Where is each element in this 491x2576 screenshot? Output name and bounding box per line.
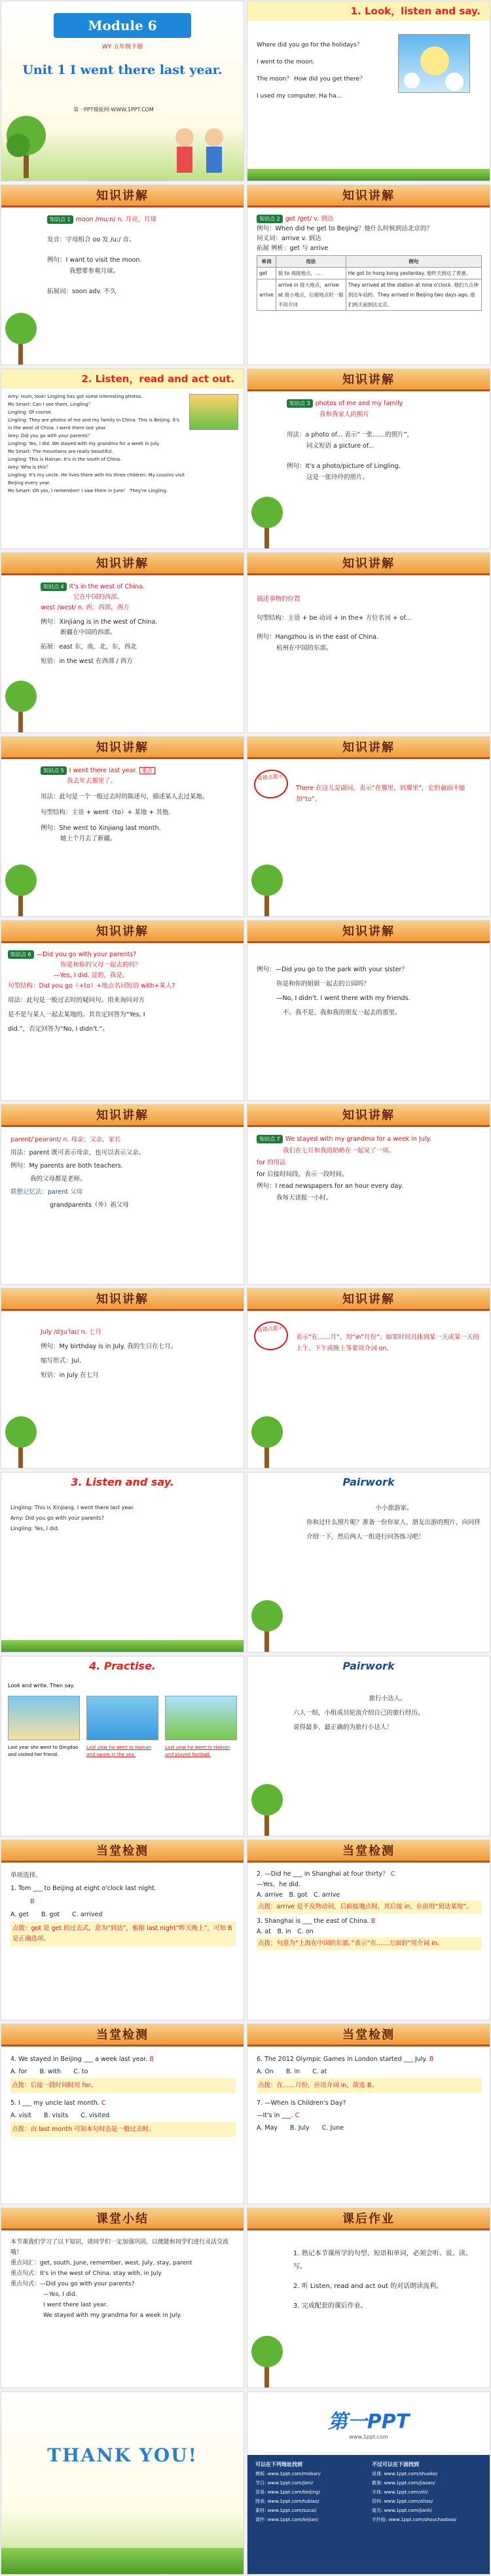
link-item[interactable]: 字体: www.1ppt.com/ziti/ xyxy=(372,2490,428,2495)
tree-icon xyxy=(247,857,287,916)
slide-kp6 xyxy=(1,920,244,1101)
grass-strip xyxy=(1,1640,244,1652)
slide-banner: 知识讲解 xyxy=(247,1289,490,1311)
slide-pairwork-1 xyxy=(247,1472,490,1653)
slide-kp5 xyxy=(1,736,244,917)
tip-content: 表示“在……月”，用“in”月份”；如果时间具体到某一天或某一天的上午、下午或晚上等要用介词 on。 xyxy=(296,1334,479,1352)
test-content: 单项选择。 1. Tom ___ to Beijing at eight o'clock last night. B A. get B. got C. arrived 点拨：got 是 get 的过去式，意为“到达”，根据 last night“昨天晚上”，可知 B 是正确选项。 xyxy=(10,1869,236,1946)
slide-banner: 知识讲解 xyxy=(1,1289,244,1311)
slide-banner: 知识讲解 xyxy=(1,553,244,575)
slide-banner: 当堂检测 xyxy=(1,2024,244,2047)
link-item[interactable]: 节日: www.1ppt.com/jieri/ xyxy=(255,2480,314,2486)
photo-picture xyxy=(189,394,238,430)
football-picture xyxy=(165,1696,237,1740)
test-content: 2. —Did he ___ in Shanghai at four thirty？ C —Yes，he did. A. arrive B. got C. arrive 点拨：arrive 是不及物动词，后面接地点时，其后接 in，在前用“到达某地”。 3. Shanghai is ___ the east of China. B A. at B. in C. on 点拨：句意为“上海在中国的东部。”表示“在……方面的”用介词 in。 xyxy=(257,1869,482,1950)
slide-banner: 知识讲解 xyxy=(1,737,244,759)
kp-badge: 知识点 2 xyxy=(257,215,283,223)
answer: B xyxy=(149,2056,154,2063)
slide-heading: 3. Listen and say. xyxy=(1,1473,244,1492)
tree-icon xyxy=(1,673,41,732)
caption-1: Last year she went to Qingdao and visited her friend. xyxy=(8,1745,79,1757)
module-title: Module 6 xyxy=(88,18,157,33)
slide-banner: 知识讲解 xyxy=(247,921,490,943)
link-item[interactable]: 图表: www.1ppt.com/tubiao/ xyxy=(255,2499,319,2504)
comparison-table: 单词 用法 例句 get 接 to 再接地点，… He got to hong kong yesterday. 他昨天到达了香港。 arrive arrive in 接大地点，arrive at 接小地点，后接地点时一般不用介词 They arrived at the station at nine o'clock. 他们九点钟到达车站的。They arrived in Beijing two days ago. 他们两天前到达北京。 xyxy=(257,255,482,311)
slide-banner: 知识讲解 xyxy=(247,1105,490,1127)
slide-july xyxy=(1,1288,244,1469)
slide-banner: 知识讲解 xyxy=(1,185,244,207)
kp4-content: 知识点 4 It's in the west of China. 它在中国的西部。 west /west/ n. 西；西部，西方 例句：Xinjiang is in the west of China. 新疆在中国的西部。 拓展：east 东，南，北，东，西北 短语：in the west 在西部 / 西方 xyxy=(41,583,158,665)
tree-icon xyxy=(4,106,50,178)
link-item[interactable]: 教案: www.1ppt.com/jiaoan/ xyxy=(372,2480,435,2486)
kp6-content: 知识点 6 —Did you go with your parents? 你是和你的父母一起去的吗？ —Yes, I did. 是的，我是。 句型结构：Did you go（+to）+地点名词短语 with+某人? 用法：此句是一般过去时的疑问句。用来询问对方 是不是与某人一起去某地的。其肯定回答为“Yes, I did.”，否定回答为“No, I didn't.”。 xyxy=(8,951,175,1033)
tip-box: 点拨：在……月份，应用介词 in，故选 B。 xyxy=(257,2078,482,2093)
kp5-content: 知识点 5 I went there last year. 重点 我去年去那里了。 用法：此句是一个一般过去时的陈述句，描述某人去过某地。 句型结构：主语 + went（to）+ 某地 + 其他. 例句：She went to Xinjiang last month. 她上个月去了新疆。 xyxy=(41,767,209,842)
answer: C xyxy=(390,1870,395,1878)
slide-banner: 课后作业 xyxy=(247,2208,490,2230)
slide-pairwork-2 xyxy=(247,1656,490,1836)
tip-box: 点拨：arrive 是不及物动词，后面接地点时，其后接 in，在前用“到达某地”。 xyxy=(257,1901,482,1914)
slide-kp3 xyxy=(247,368,490,549)
dialogue: Lingling: This is Xinjiang. I went there last year. Amy: Did you go with your parents? Lingling: Yes, I did. xyxy=(10,1505,135,1531)
slide-kp2 xyxy=(247,185,490,365)
slide-summary xyxy=(1,2208,244,2388)
link-panel: 可以在下列地址找到 模板: www.1ppt.com/moban/ 节日: www.1ppt.com/jieri/ 背景: www.1ppt.com/beijing/ 图表: www.1ppt.com/tubiao/ 素材: www.1ppt.com/sucai/ 课件: www.1ppt.com/kejian/ 不过可以在下面找到 说课: www.1ppt.com/shuoke/ 教案: www.1ppt.com/jiaoan/ 字体: www.1ppt.com/ziti/ 资料: www.1ppt.com/ziliao/ 简历: www.1ppt.com/jianli/ 手抄报: www.1ppt.com/shouchaobao/ xyxy=(247,2455,490,2575)
slide-heading: Pairwork xyxy=(247,1473,490,1492)
slide-heading: 2. Listen，read and act out. xyxy=(1,369,244,389)
slide-banner: 当堂检测 xyxy=(247,1840,490,1863)
link-item[interactable]: 模板: www.1ppt.com/moban/ xyxy=(255,2471,321,2477)
slide-banner: 知识讲解 xyxy=(1,921,244,943)
slide-homework xyxy=(247,2208,490,2388)
kp1-content: 知识点 1 moon /muːn/ n. 月亮，月球 发音：字母组合 oo 发 /uː/ 音。 例句：I want to visit the moon. 我想要参观月球。 拓展词：soon adv. 不久 xyxy=(47,216,157,295)
table-row: arrive arrive in 接大地点，arrive at 接小地点，后接地点时一般不用介词 They arrived at the station at nine o'clock. 他们九点钟到达车站的。They arrived in Beijing two days ago. 他们两天前到达北京。 xyxy=(257,279,482,311)
pairwork-content: 小小旅游家。 你和过什么照片呢？准备一份你家人、朋友出游的照片，向同伴介绍一下，然后两人一组进行问答练习吧！ xyxy=(306,1505,481,1541)
position-content: 描述事物的位置 句型结构：主语 + be 动词 + in the+ 方位名词 + of... 例句：Hangzhou is in the east of China. 杭州在中国的东部。 xyxy=(257,596,412,652)
link-item[interactable]: 资料: www.1ppt.com/ziliao/ xyxy=(372,2499,433,2504)
slide-banner: 课堂小结 xyxy=(1,2208,244,2230)
caption-2: Last year he went to Hainan and swam in the sea. xyxy=(86,1745,151,1757)
slide-look-listen xyxy=(247,1,490,181)
module-badge xyxy=(54,13,191,38)
link-item[interactable]: 素材: www.1ppt.com/sucai/ xyxy=(255,2508,317,2513)
answer: B xyxy=(429,2056,434,2063)
tree-icon xyxy=(1,857,41,916)
link-item[interactable]: 背景: www.1ppt.com/beijing/ xyxy=(255,2490,320,2495)
grass-strip xyxy=(1,2548,244,2574)
grade-label: WY 五年级下册 xyxy=(101,44,143,50)
slide-kp4 xyxy=(1,552,244,733)
tree-icon xyxy=(247,1593,287,1652)
link-item[interactable]: 课件: www.1ppt.com/kejian/ xyxy=(255,2517,319,2522)
slide-test-2 xyxy=(247,1840,490,2020)
kp-badge: 知识点 7 xyxy=(257,1135,283,1143)
slide-banner: 知识讲解 xyxy=(1,1105,244,1127)
test-content: 4. We stayed in Beijing ___ a week last year. B A. for B. with C. to 点拨：后接一段时间时用 for。 5. I ___ my uncle last month. C A. visit B. visits C. visited 点拨：由 last month 可知本句时态是一般过去时。 xyxy=(10,2053,236,2137)
slide-heading: 1. Look，listen and say. xyxy=(247,1,490,21)
slide-banner: 知识讲解 xyxy=(247,369,490,391)
moon-picture xyxy=(398,34,470,93)
sea-picture xyxy=(86,1696,158,1740)
kp-badge: 知识点 6 xyxy=(8,950,34,959)
slide-heading: 4. Practise. xyxy=(1,1656,244,1676)
slide-kp7 xyxy=(247,1104,490,1285)
dialogue: Amy: Hum, look! Lingling has got some interesting photos. Ms Smart: Can I see them, Lingling？ Lingling: Of course. Lingling: They are photos of me and my family in China. This is Beijing. It's in the west of China. I went there last year. Amy: Did you go with your parents？ Lingling: Yes, I did. We stayed with my grandma for a week in July. Ms Smart: The mountains are really beautiful. Lingling: This is Hainan. It's in the south of China. Amy: Who is this？ Lingling: It's my uncle. He lives there with his three children. My cousins visit Beijing every year. Ms Smart: Oh yes, I remember! I saw them in June！ They're Lingling. xyxy=(8,394,185,493)
slide-test-3 xyxy=(1,2024,244,2204)
slide-tip-in xyxy=(247,1288,490,1469)
tip-badge: 易错点提示 xyxy=(253,1319,289,1351)
slide-credits xyxy=(247,2391,490,2575)
tip-box: 点拨：句意为“上海在中国的东部。”表示“在……方面的”用介词 in。 xyxy=(257,1937,482,1950)
unit-title: Unit 1 I went there last year. xyxy=(22,63,223,77)
slide-practise xyxy=(1,1656,244,1836)
children-icon xyxy=(165,118,237,177)
tree-icon xyxy=(247,490,287,548)
parent-content: parent/ˈpeərənt/ n. 母亲；父亲，家长 用法：parent 既可表示母亲，也可以表示父亲。 例句：My parents are both teachers. 我的父母都是老师。 联想记忆法：parent 父母 grandparents（外）祖父母 xyxy=(10,1136,145,1209)
tree-icon xyxy=(1,1409,41,1468)
kp-badge: 知识点 1 xyxy=(47,215,73,224)
slide-banner: 知识讲解 xyxy=(247,553,490,575)
tip-box: 点拨：got 是 get 的过去式，意为“到达”，根据 last night“昨天晚上”，可知 B 是正确选项。 xyxy=(10,1922,236,1946)
link-item[interactable]: 简历: www.1ppt.com/jianli/ xyxy=(372,2508,432,2513)
july-content: July /dʒuˈlaɪ/ n. 七月 例句：My birthday is in July. 我的生日在七月。 缩写形式：Jul. 短语：in July 在七月 xyxy=(41,1329,177,1379)
site-credit: 第一PPT模板网-WWW.1PPT.COM xyxy=(73,107,154,113)
answer: B xyxy=(371,1918,376,1925)
caption-3: Last year he went to Hainan and played football. xyxy=(165,1745,230,1757)
slide-thank-you xyxy=(1,2391,244,2575)
slide-kp6-example xyxy=(247,920,490,1101)
kp2-content: 知识点 2 get /get/ v. 到达 例句：When did he get to Beijing？他什么时候到达北京的？ 同义词：arrive v. 到达 拓展 辨析：get 与 arrive 单词 用法 例句 get 接 to 再接地点，… He got to hong kong yesterday. 他昨天到达了香港。 arrive arrive in 接大地点，arrive at 接小地点，后接地点时一般不用介词 They arrived at the station at nine o'clock. 他们九点钟到达车站的。They arrived in Beijing two days ago. 他们两天前到达北京。 xyxy=(257,214,482,311)
slide-banner: 当堂检测 xyxy=(1,1840,244,1863)
qingdao-picture xyxy=(8,1696,80,1740)
kp-badge: 知识点 4 xyxy=(41,582,67,591)
tree-icon xyxy=(247,1777,287,1836)
test-content: 6. The 2012 Olympic Games in London started ___ July. B A. On B. in C. at 点拨：在……月份，应用介词 in，故选 B。 7. —When is Children's Day? —It's in ___. C A. May B. July C. June xyxy=(257,2053,482,2134)
tree-icon xyxy=(1,306,41,365)
tip-box: 点拨：后接一段时间时用 for。 xyxy=(10,2078,236,2093)
pairwork-content: 旅行小达人。 六人一组，小组成员轮流介绍自己的旅行经历。 说得最多、最正确的为旅行小达人！ xyxy=(293,1695,424,1731)
example-content: 例句：—Did you go to the park with your sister？ 你是和你的姐姐一起去的公园吗？ —No, I didn't. I went there with my friends. 不。我不是，我和我的朋友一起去的那里。 xyxy=(257,966,410,1016)
kp3-content: 知识点 3 photos of me and my family 我和我家人的照片 用法：a photo of... 表示“一张……的照片”， 同义短语 a picture of... 例句：It's a photo/picture of Lingling. 这是一张玲玲的照片。 xyxy=(287,400,414,481)
key-tag: 重点 xyxy=(139,767,155,774)
dialogue: Where did you go for the holidays？ I went to the moon. The moon？ How did you get there？ I used my computer. Ha ha... xyxy=(257,42,366,99)
link-item[interactable]: 手抄报: www.1ppt.com/shouchaobao/ xyxy=(372,2517,456,2522)
slide-cover xyxy=(1,1,244,181)
logo: 第一PPT www.1ppt.com xyxy=(327,2410,410,2440)
slide-position xyxy=(247,552,490,733)
kp-badge: 知识点 3 xyxy=(287,399,313,408)
link-item[interactable]: 说课: www.1ppt.com/shuoke/ xyxy=(372,2471,438,2477)
slide-parent xyxy=(1,1104,244,1285)
answer: B xyxy=(30,1898,35,1905)
slide-test-1 xyxy=(1,1840,244,2020)
tree-icon xyxy=(247,2329,287,2388)
grass-strip xyxy=(247,169,490,181)
slide-tip-there xyxy=(247,736,490,917)
slide-kp1 xyxy=(1,185,244,365)
thank-you-text: THANK YOU! xyxy=(47,2444,198,2466)
tip-badge: 易错点提示 xyxy=(253,768,289,800)
slide-listen-read xyxy=(1,368,244,549)
slide-banner: 知识讲解 xyxy=(247,737,490,759)
slide-heading: Pairwork xyxy=(247,1656,490,1676)
practise-intro: Look and write. Then say. xyxy=(8,1683,75,1689)
kp7-content: 知识点 7 We stayed with my grandma for a week in July. 我们在七月和我的奶奶在一起呆了一周。 for 的用法 for 后接时间段，表示一段时间。 例句：I read newspapers for an hour every day. 我每天读报一小时。 xyxy=(257,1136,431,1202)
slide-listen-say xyxy=(1,1472,244,1653)
homework-content: 1. 熟记本节课所学的句型、短语和单词，必须会听、说、读、写。 2. 听 Listen, read and act out 的对话朗读流利。 3. 完成配套的课后作业。 xyxy=(293,2250,472,2310)
slide-banner: 当堂检测 xyxy=(247,2024,490,2047)
tree-icon xyxy=(247,1409,287,1468)
kp-badge: 知识点 5 xyxy=(41,766,67,775)
slide-test-4 xyxy=(247,2024,490,2204)
summary-content: 本节课我们学习了以下知识，请同学们一定加强巩固，以便能和同学们进行灵活交流哦！ 重点词汇：get, south, June, remember, west, July, stay, parent 重点句式：It's in the west of China. stay with, in July 重点句式：—Did you go with your parents? —Yes, I did. I went there last year. We stayed with my grandma for a week in July. xyxy=(10,2239,229,2319)
tip-box: 点拨：由 last month 可知本句时态是一般过去时。 xyxy=(10,2122,236,2137)
answer: C xyxy=(101,2100,106,2107)
slide-banner: 知识讲解 xyxy=(247,185,490,207)
tip-content: There 在这儿是副词，表示“在那里，到那里”，它的前面不能加“to”。 xyxy=(296,785,465,803)
moon-icon xyxy=(399,35,471,94)
table-row: get 接 to 再接地点，… He got to hong kong yesterday. 他昨天到达了香港。 xyxy=(257,268,482,279)
answer: C xyxy=(295,2112,300,2119)
